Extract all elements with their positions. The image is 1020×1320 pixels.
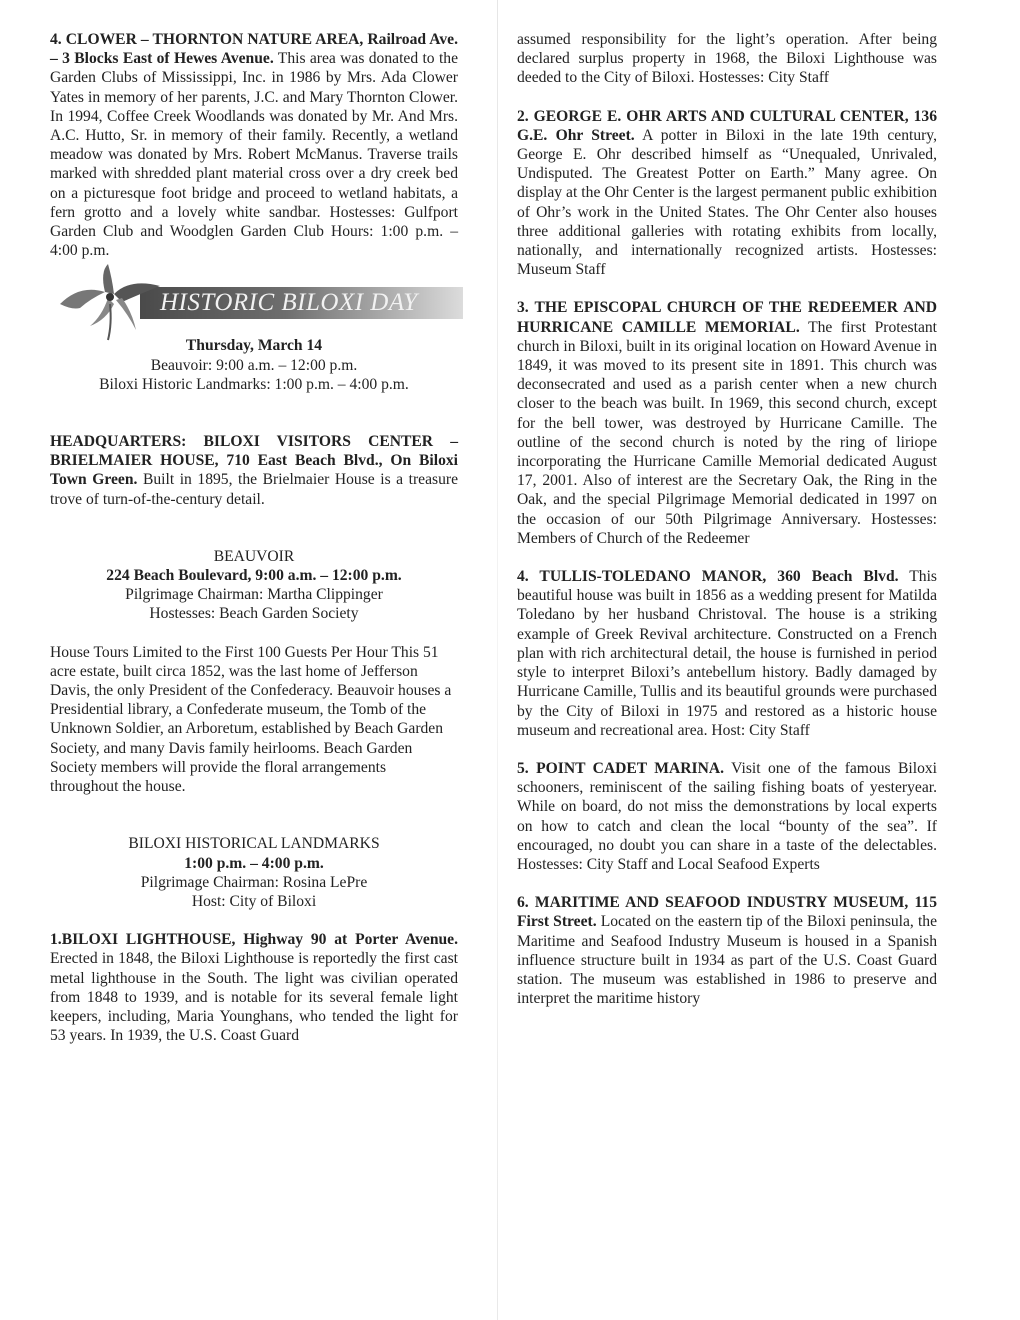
beauvoir-chairman: Pilgrimage Chairman: Martha Clippinger xyxy=(125,586,383,604)
ohr-heading: 2. GEORGE E. OHR ARTS AND CULTURAL CENTER, 136 G.E. Ohr Street. xyxy=(517,107,937,144)
landmarks-title: BILOXI HISTORICAL LANDMARKS xyxy=(128,835,380,853)
beauvoir-hostesses: Hostesses: Beach Garden Society xyxy=(149,605,359,623)
landmarks-chairman: Pilgrimage Chairman: Rosina LePre xyxy=(140,873,368,891)
lighthouse-entry xyxy=(50,930,458,1045)
clower-heading: 4. CLOWER – THORNTON NATURE AREA, Railroad Ave. – 3 Blocks East of Hewes Avenue. xyxy=(50,31,458,68)
landmarks-host: Host: City of Biloxi xyxy=(191,892,317,910)
left-column xyxy=(50,30,458,1045)
clower-entry xyxy=(50,30,458,260)
ohr-entry xyxy=(517,107,937,280)
banner-title: HISTORIC BILOXI DAY xyxy=(160,289,418,317)
episcopal-body: The first Protestant church in Biloxi, built in its original location on Howard Avenue in 1849, it was moved to its present site in 1891. This church was deconsecrated and used as a parish center when a new church closer to the beach was built. In 1969, this second church, except for the bell tower, was destroyed by Hurricane Camille. The outline of the second church is noted by the ring of liriope incorporating the Hurricane Camille Memorial dedicated August 17, 2001. Also of interest are the Secretary Oak, the Ring in the Oak, and the special Pilgrimage Memorial dedicated in 1997 on the occasion of our 50th Pilgrimage Anniversary. Hostesses: Members of Church of the Redeemer xyxy=(517,318,937,547)
cadet-entry xyxy=(517,759,937,874)
maritime-body: Located on the eastern tip of the Biloxi peninsula, the Maritime and Seafood Industry Museum is housed in a Spanish influence structure built in 1934 as part of the U.S. Coast Guard station. The museum was established in 1986 to preserve and interpret the maritime history xyxy=(517,913,937,1008)
tullis-heading: 4. TULLIS-TOLEDANO MANOR, 360 Beach Blvd. xyxy=(517,568,899,586)
schedule-beauvoir: Beauvoir: 9:00 a.m. – 12:00 p.m. xyxy=(150,356,358,374)
cadet-body: Visit one of the famous Biloxi schooners, reminiscent of the sailing fishing boats of yesteryear. While on board, do not miss the demonstrations by local experts on how to catch and clean the local “bounty of the sea”. If encouraged, no doubt you can share in a taste of the delectables. Hostesses: City Staff and Local Seafood Experts xyxy=(517,759,937,873)
tullis-body: This beautiful house was built in 1856 as a wedding present for Matilda Toledano by her husband Christoval. The house is a striking example of Greek Revival architecture. Constructed on a French plan with rich architectural detail, the house is furnished in period style to interpret Biloxi’s antebellum history. Badly damaged by Hurricane Camille, Tullis and its beautiful grounds were purchased by the City of Biloxi in 1975 and restored as a historic house museum and recreational area. Host: City Staff xyxy=(517,568,937,739)
clower-body: This area was donated to the Garden Clubs of Mississippi, Inc. in 1986 by Mrs. Ada Clower Yates in memory of her parents, J.C. and Mary Thornton Clower. In 1994, Coffee Creek Woodlands was donated by Mr. And Mrs. A.C. Hutto, Sr. in memory of their family. Recently, a wetland meadow was donated by Mrs. Robert McManus. Traverse trails marked with shredded plant material cross over a dry creek bed on a picturesque foot bridge and proceed to wetland habitats, a fern grotto and a lovely white sandbar. Hostesses: Gulfport Garden Club and Woodglen Garden Club Hours: 1:00 p.m. – 4:00 p.m. xyxy=(50,50,458,260)
historic-biloxi-day-banner xyxy=(60,276,458,334)
episcopal-heading: 3. THE EPISCOPAL CHURCH OF THE REDEEMER AND HURRICANE CAMILLE MEMORIAL. xyxy=(517,299,937,336)
maritime-entry xyxy=(517,893,937,1008)
episcopal-entry xyxy=(517,298,937,548)
tullis-entry xyxy=(517,567,937,740)
cadet-heading: 5. POINT CADET MARINA. xyxy=(517,759,725,777)
maritime-heading: 6. MARITIME AND SEAFOOD INDUSTRY MUSEUM, 115 First Street. xyxy=(517,894,937,931)
landmarks-time: 1:00 p.m. – 4:00 p.m. xyxy=(184,854,324,872)
lighthouse-body: Erected in 1848, the Biloxi Lighthouse is reportedly the first cast metal lighthouse in the South. The light was civilian operated from 1848 to 1939, and is notable for its several female light keepers, including, Maria Younghans, who tended the light for 53 years. In 1939, the U.S. Coast Guard xyxy=(50,950,458,1045)
landmarks-section xyxy=(50,834,458,911)
schedule-landmarks: Biloxi Historic Landmarks: 1:00 p.m. – 4:00 p.m. xyxy=(99,375,409,393)
lighthouse-heading: 1.BILOXI LIGHTHOUSE, Highway 90 at Porter Avenue. xyxy=(50,931,458,949)
headquarters-body: Built in 1895, the Brielmaier House is a treasure trove of turn-of-the-century detail. xyxy=(50,471,458,508)
beauvoir-section xyxy=(50,547,458,624)
headquarters-entry xyxy=(50,432,458,509)
schedule-date: Thursday, March 14 xyxy=(185,337,323,355)
headquarters-heading: HEADQUARTERS: BILOXI VISITORS CENTER – BRIELMAIER HOUSE, 710 East Beach Blvd., On Biloxi Town Green. xyxy=(50,433,458,489)
beauvoir-address: 224 Beach Boulevard, 9:00 a.m. – 12:00 p.m. xyxy=(106,567,402,585)
page-fold xyxy=(497,0,498,1320)
day-schedule xyxy=(50,336,458,394)
lily-flower-icon xyxy=(50,264,170,344)
beauvoir-title: BEAUVOIR xyxy=(213,547,295,565)
beauvoir-body: House Tours Limited to the First 100 Guests Per Hour This 51 acre estate, built circa 1852, was the last home of Jefferson Davis, the only President of the Confederacy. Beauvoir houses a Presidential library, a Confederate museum, the Tomb of the Unknown Soldier, an Arboretum, established by Beach Garden Society, and many Davis family heirlooms. Beach Garden Society members will provide the floral arrangements throughout the house. xyxy=(50,643,452,796)
ohr-body: A potter in Biloxi in the late 19th century, George E. Ohr described himself as “Unequaled, Unrivaled, Undisputed. The Greatest Potter on Earth.” Many agree. On display at the Ohr Center is the largest permanent public exhibition of Ohr’s work in the United States. The Ohr Center also houses three additional galleries with rotating exhibits from locally, nationally, and internationally recognized artists. Hostesses: Museum Staff xyxy=(517,126,937,279)
right-column xyxy=(517,30,937,1008)
lighthouse-continued: assumed responsibility for the light’s operation. After being declared surplus property in 1968, the Biloxi Lighthouse was deeded to the City of Biloxi. Hostesses: City Staff xyxy=(517,31,937,87)
